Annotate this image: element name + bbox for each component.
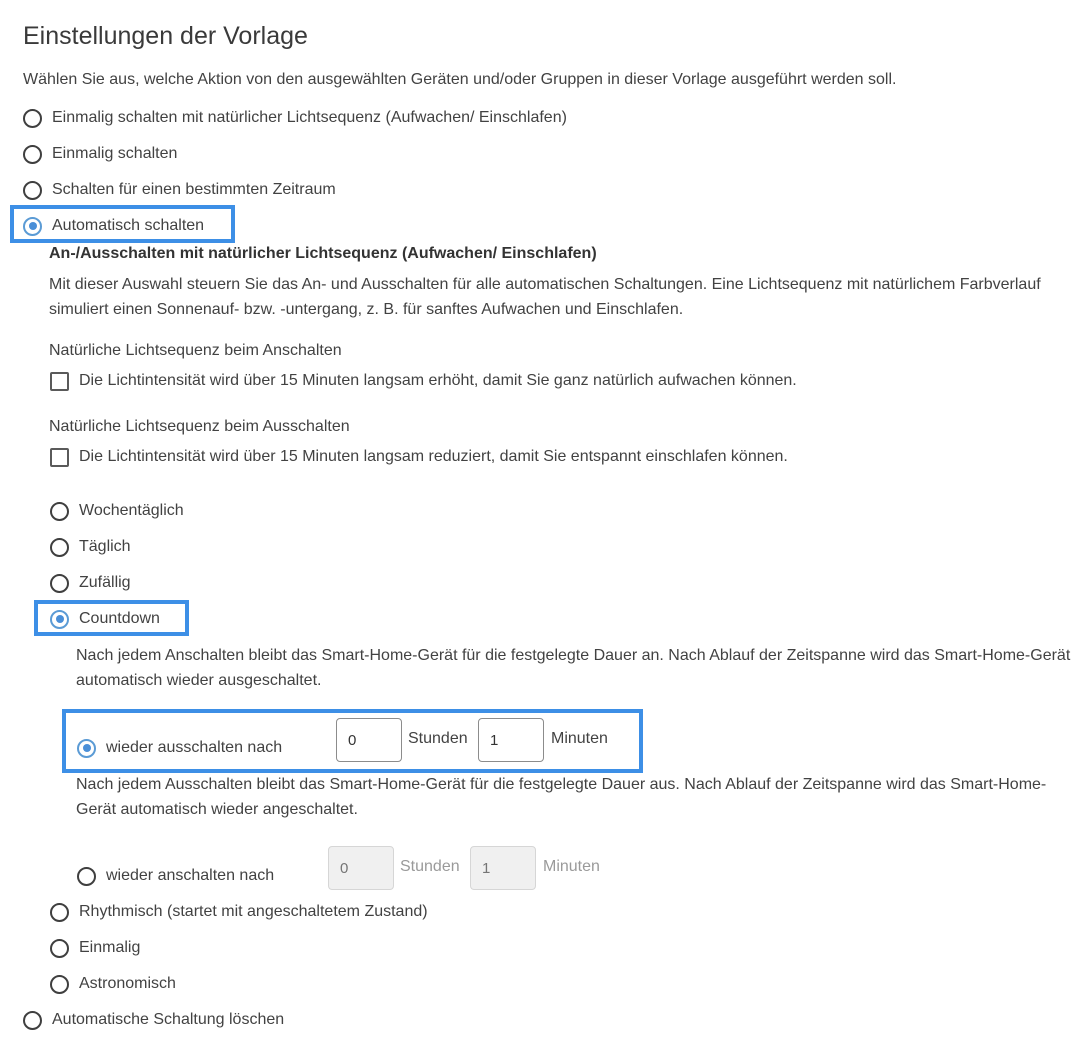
mode-einmalig[interactable] [50, 936, 140, 960]
mode-label: Astronomisch [79, 975, 176, 992]
off-sequence-checkbox-row[interactable] [50, 445, 788, 469]
off-sequence-heading: Natürliche Lichtsequenz beim Ausschalten [49, 418, 350, 435]
mode-astronomisch[interactable] [50, 972, 176, 996]
page-title: Einstellungen der Vorlage [23, 22, 308, 50]
mode-label: Einmalig [79, 939, 141, 956]
option-wieder-ausschalten[interactable] [77, 736, 282, 760]
option-label: Einmalig schalten mit natürlicher Lichtsequenz (Aufwachen/ Einschlafen) [52, 109, 567, 126]
on-hours-input [328, 846, 394, 890]
mode-zufaellig[interactable] [50, 571, 131, 595]
mode-countdown[interactable] [50, 607, 160, 631]
intro-text: Wählen Sie aus, welche Aktion von den ausgewählten Geräten und/oder Gruppen in dieser Vorlage ausgeführt werden soll. [23, 71, 897, 88]
option-label: Schalten für einen bestimmten Zeitraum [52, 181, 336, 198]
checkbox-icon[interactable] [50, 372, 69, 391]
radio-icon[interactable] [50, 939, 69, 958]
off-minutes-unit: Minuten [551, 730, 608, 747]
radio-icon[interactable] [50, 903, 69, 922]
mode-label: Zufällig [79, 574, 131, 591]
checkbox-icon[interactable] [50, 448, 69, 467]
radio-icon[interactable] [50, 502, 69, 521]
mode-taeglich[interactable] [50, 535, 131, 559]
option-label: wieder ausschalten nach [106, 739, 283, 756]
radio-icon[interactable] [23, 145, 42, 164]
radio-checked-icon[interactable] [77, 739, 96, 758]
radio-icon[interactable] [50, 975, 69, 994]
option-label: wieder anschalten nach [106, 867, 275, 884]
off-hours-input[interactable] [336, 718, 402, 762]
checkbox-label: Die Lichtintensität wird über 15 Minuten langsam erhöht, damit Sie ganz natürlich aufwachen können. [79, 372, 797, 389]
mode-label: Täglich [79, 538, 131, 555]
countdown-off-description: Nach jedem Anschalten bleibt das Smart-Home-Gerät für die festgelegte Dauer an. Nach Ablauf der Zeitspanne wird das Smart-Home-Gerät automatisch wieder ausgeschaltet. [76, 647, 1071, 689]
on-sequence-checkbox-row[interactable] [50, 369, 797, 393]
on-hours-unit: Stunden [400, 858, 460, 875]
auto-heading: An-/Ausschalten mit natürlicher Lichtsequenz (Aufwachen/ Einschlafen) [49, 245, 597, 262]
radio-icon[interactable] [23, 109, 42, 128]
mode-rhythmisch[interactable] [50, 900, 428, 924]
radio-icon[interactable] [23, 1011, 42, 1030]
mode-label: Countdown [79, 610, 160, 627]
off-hours-unit: Stunden [408, 730, 468, 747]
mode-label: Wochentäglich [79, 502, 184, 519]
option-schaltung-loeschen[interactable] [23, 1008, 284, 1032]
radio-icon[interactable] [23, 181, 42, 200]
radio-checked-icon[interactable] [50, 610, 69, 629]
on-minutes-unit: Minuten [543, 858, 600, 875]
option-einmalig-lichtsequenz[interactable] [23, 106, 567, 130]
option-zeitraum[interactable] [23, 178, 336, 202]
option-wieder-anschalten[interactable] [77, 864, 274, 888]
on-sequence-heading: Natürliche Lichtsequenz beim Anschalten [49, 342, 342, 359]
option-label: Automatisch schalten [52, 217, 205, 234]
radio-icon[interactable] [50, 574, 69, 593]
radio-checked-icon[interactable] [23, 217, 42, 236]
radio-icon[interactable] [77, 867, 96, 886]
option-einmalig-schalten[interactable] [23, 142, 177, 166]
off-minutes-input[interactable] [478, 718, 544, 762]
mode-wochentaeglich[interactable] [50, 499, 184, 523]
radio-icon[interactable] [50, 538, 69, 557]
checkbox-label: Die Lichtintensität wird über 15 Minuten langsam reduziert, damit Sie entspannt einschlafen können. [79, 448, 788, 465]
on-minutes-input [470, 846, 536, 890]
option-label: Einmalig schalten [52, 145, 178, 162]
auto-description: Mit dieser Auswahl steuern Sie das An- und Ausschalten für alle automatischen Schaltungen. Eine Lichtsequenz mit natürlichem Farbverlauf simuliert einen Sonnenauf- bzw. -untergang, z. B. für sanftes Aufwachen und Einschlafen. [49, 276, 1041, 318]
countdown-on-description: Nach jedem Ausschalten bleibt das Smart-Home-Gerät für die festgelegte Dauer aus. Nach Ablauf der Zeitspanne wird das Smart-Home-Gerät automatisch wieder angeschaltet. [76, 776, 1047, 818]
option-label: Automatische Schaltung löschen [52, 1011, 285, 1028]
mode-label: Rhythmisch (startet mit angeschaltetem Zustand) [79, 903, 428, 920]
option-automatisch-schalten[interactable] [23, 214, 204, 238]
